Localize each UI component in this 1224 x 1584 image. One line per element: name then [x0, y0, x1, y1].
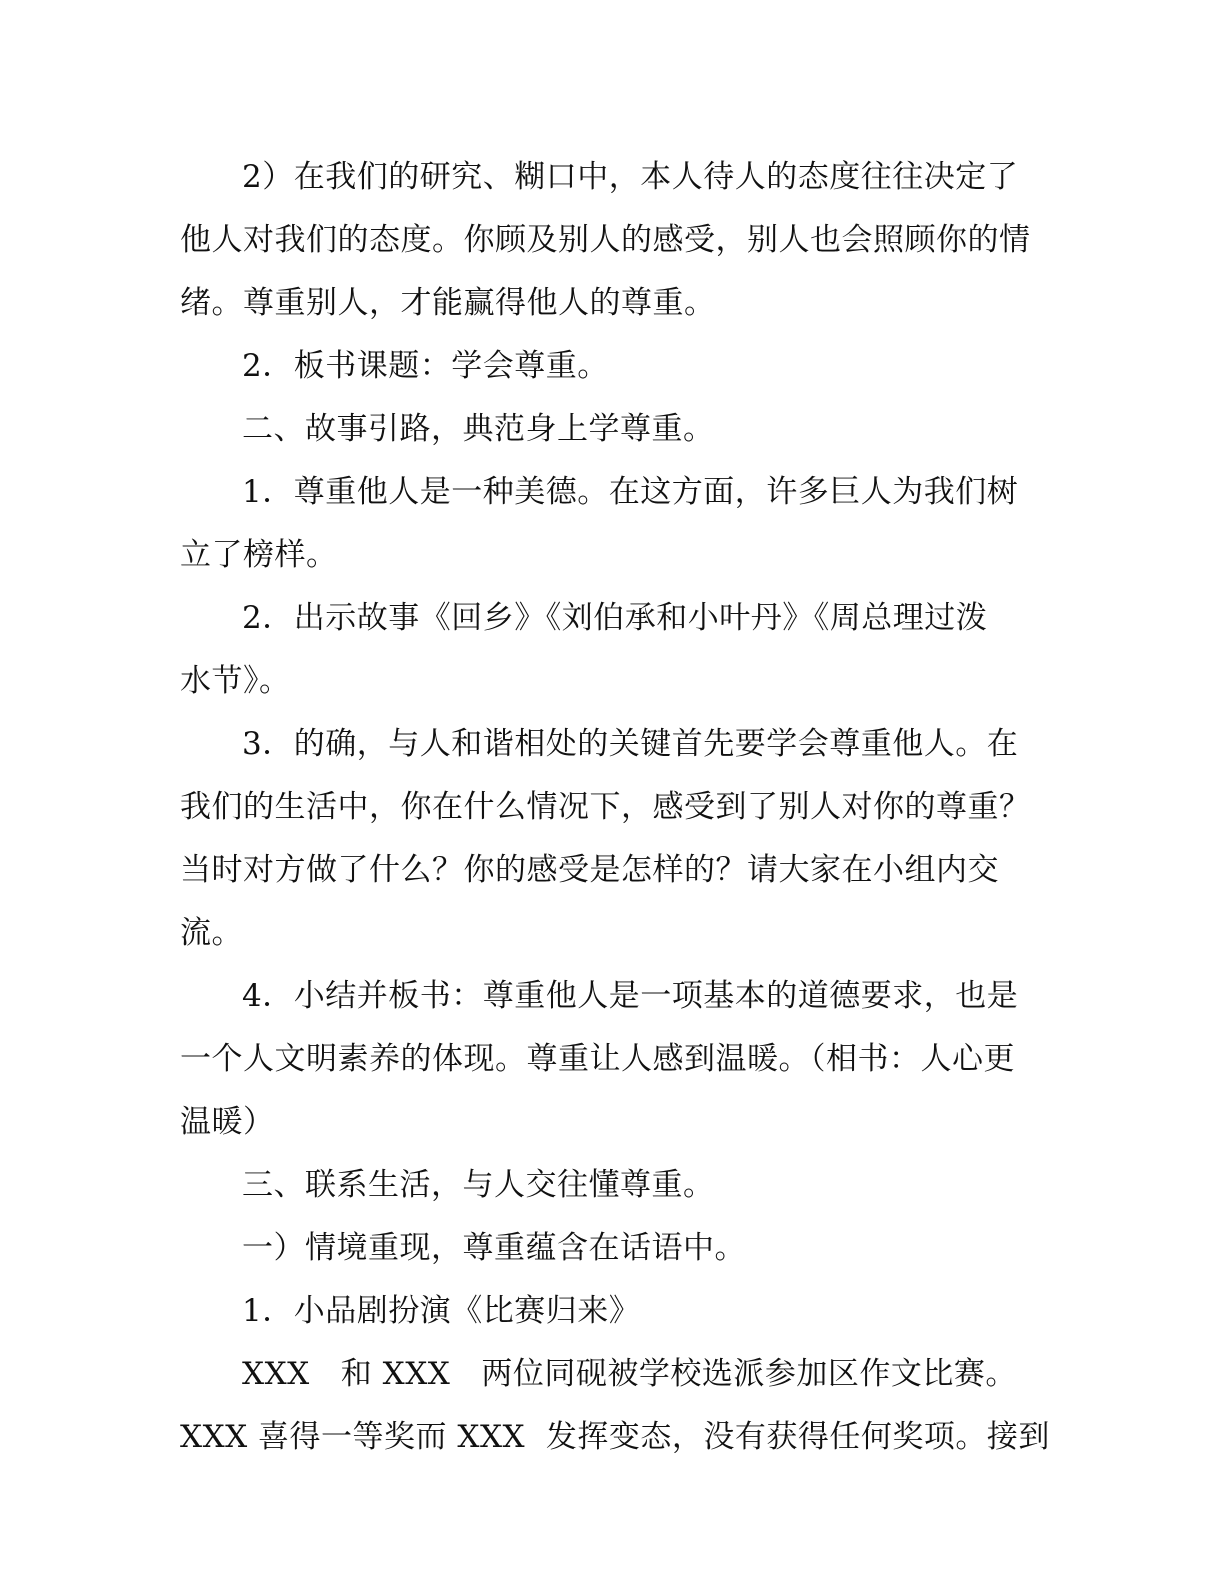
paragraph-first-line: 三、联系生活，与人交往懂尊重。 — [242, 1167, 715, 1203]
paragraph-first-line: 3．的确，与人和谐相处的关键首先要学会尊重他人。在 — [242, 726, 1019, 762]
paragraph-first-line: 1．尊重他人是一种美德。在这方面，许多巨人为我们树 — [242, 474, 1019, 510]
paragraph-line: 水节》。 — [180, 663, 291, 699]
paragraph-line: 一个人文明素养的体现。尊重让人感到温暖。（相书：人心更 — [180, 1041, 1015, 1077]
paragraph-first-line: 2．板书课题：学会尊重。 — [242, 348, 609, 384]
document-body — [180, 146, 1060, 1469]
paragraph-line: 他人对我们的态度。你顾及别人的感受，别人也会照顾你的情 — [180, 222, 1031, 258]
paragraph-first-line: 一）情境重现，尊重蕴含在话语中。 — [242, 1230, 746, 1266]
paragraph-first-line: 1．小品剧扮演《比赛归来》 — [242, 1293, 641, 1329]
paragraph-line: 温暖） — [180, 1104, 275, 1140]
paragraph-line: 立了榜样。 — [180, 537, 338, 573]
paragraph-line: 绪。尊重别人，才能赢得他人的尊重。 — [180, 285, 716, 321]
paragraph-first-line: 2．出示故事《回乡》《刘伯承和小叶丹》《周总理过泼 — [242, 600, 988, 636]
paragraph-first-line: 4．小结并板书：尊重他人是一项基本的道德要求，也是 — [242, 978, 1019, 1014]
paragraph-first-line: XXX 和 XXX 两位同砚被学校选派参加区作文比赛。 — [242, 1356, 1017, 1392]
paragraph-line: 当时对方做了什么？你的感受是怎样的？请大家在小组内交流。 — [180, 852, 999, 951]
paragraph-line: 我们的生活中，你在什么情况下，感受到了别人对你的尊重？ — [180, 789, 1031, 825]
paragraph-line: XXX 喜得一等奖而 XXX 发挥变态，没有获得任何奖项。接到 — [180, 1419, 1050, 1455]
paragraph-first-line: 二、故事引路，典范身上学尊重。 — [242, 411, 715, 447]
paragraph-first-line: 2）在我们的研究、糊口中，本人待人的态度往往决定了 — [242, 159, 1019, 195]
